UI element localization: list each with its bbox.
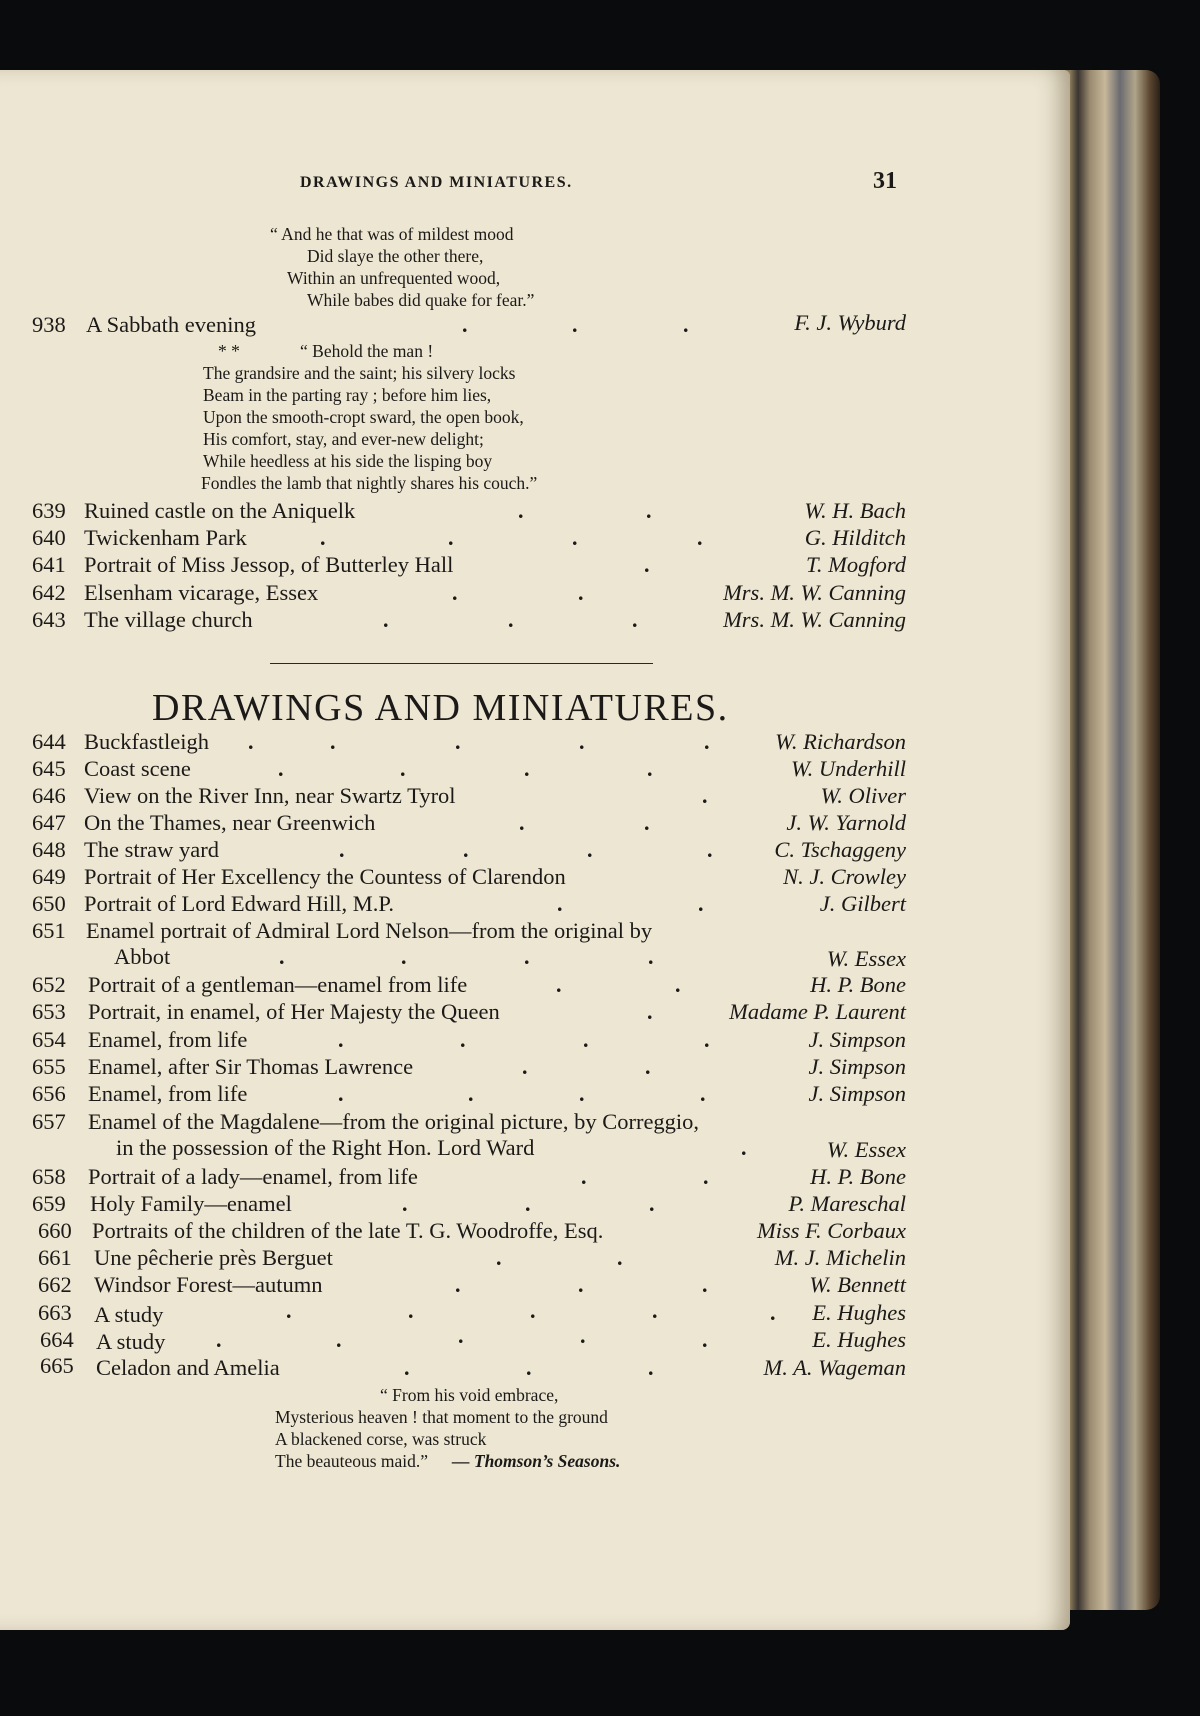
leader-dots: . <box>460 1027 466 1052</box>
leader-dots: . <box>704 1027 710 1052</box>
entry-title: A study <box>94 1302 164 1327</box>
verse-938-line: Upon the smooth-cropt sward, the open book, <box>203 407 524 427</box>
leader-dots: . <box>338 1081 344 1106</box>
leader-dots: . <box>248 729 254 754</box>
entry-title: On the Thames, near Greenwich <box>84 810 376 835</box>
entry-title: A Sabbath evening <box>86 312 256 337</box>
entry-title: Twickenham Park <box>84 525 247 550</box>
leader-dots: . <box>458 1323 464 1348</box>
leader-dots: . <box>338 1027 344 1052</box>
leader-dots: . <box>645 1054 651 1079</box>
entry-title-continuation: in the possession of the Right Hon. Lord Ward <box>116 1135 535 1160</box>
leader-dots: . <box>675 972 681 997</box>
entry-number: 649 <box>32 864 66 889</box>
entry-artist: J. Gilbert <box>819 891 906 916</box>
entry-artist: W. H. Bach <box>804 498 906 523</box>
verse-stars: * * <box>218 341 240 361</box>
entry-title: A study <box>96 1329 166 1354</box>
leader-dots: . <box>525 1191 531 1216</box>
verse-top-line: “ And he that was of mildest mood <box>270 224 514 244</box>
leader-dots: . <box>741 1135 747 1160</box>
leader-dots: . <box>698 891 704 916</box>
verse-938-line: The grandsire and the saint; his silvery locks <box>203 363 516 383</box>
entry-artist: Madame P. Laurent <box>729 999 906 1024</box>
entry-title: Portrait of Miss Jessop, of Butterley Hall <box>84 552 454 577</box>
section-title: DRAWINGS AND MINIATURES. <box>152 687 729 729</box>
entry-number: 662 <box>38 1272 72 1297</box>
entry-number: 642 <box>32 580 66 605</box>
entry-number: 646 <box>32 783 66 808</box>
entry-title: Ruined castle on the Aniquelk <box>84 498 356 523</box>
leader-dots: . <box>279 944 285 969</box>
leader-dots: . <box>652 1298 658 1323</box>
leader-dots: . <box>648 944 654 969</box>
leader-dots: . <box>522 1054 528 1079</box>
entry-number: 645 <box>32 756 66 781</box>
verse-938-line: While heedless at his side the lisping boy <box>203 451 493 471</box>
entry-title: Celadon and Amelia <box>96 1355 280 1380</box>
leader-dots: . <box>404 1355 410 1380</box>
entry-title: The village church <box>84 607 253 632</box>
leader-dots: . <box>683 312 689 337</box>
leader-dots: . <box>463 837 469 862</box>
entry-number: 644 <box>32 729 66 754</box>
leader-dots: . <box>617 1245 623 1270</box>
leader-dots: . <box>583 1027 589 1052</box>
verse-bottom-line: “ From his void embrace, <box>380 1385 559 1405</box>
leader-dots: . <box>320 525 326 550</box>
leader-dots: . <box>556 972 562 997</box>
leader-dots: . <box>530 1298 536 1323</box>
entry-artist: J. Simpson <box>808 1054 906 1079</box>
entry-title: Elsenham vicarage, Essex <box>84 580 319 605</box>
verse-bottom-line: A blackened corse, was struck <box>275 1429 487 1449</box>
leader-dots: . <box>468 1081 474 1106</box>
entry-artist: Miss F. Corbaux <box>757 1218 906 1243</box>
verse-bottom-line: Mysterious heaven ! that moment to the ground <box>275 1407 608 1427</box>
leader-dots: . <box>646 498 652 523</box>
entry-title: The straw yard <box>84 837 219 862</box>
entry-artist: T. Mogford <box>805 552 906 577</box>
leader-dots: . <box>518 498 524 523</box>
entry-artist: F. J. Wyburd <box>794 310 906 335</box>
verse-938-line: Fondles the lamb that nightly shares his couch.” <box>201 473 538 493</box>
leader-dots: . <box>587 837 593 862</box>
entry-title: Portrait of Her Excellency the Countess of Clarendon <box>84 864 566 889</box>
entry-number: 643 <box>32 607 66 632</box>
leader-dots: . <box>524 944 530 969</box>
entry-number: 659 <box>32 1191 66 1216</box>
leader-dots: . <box>647 756 653 781</box>
leader-dots: . <box>648 1355 654 1380</box>
entry-number: 651 <box>32 918 66 943</box>
entry-number: 653 <box>32 999 66 1024</box>
leader-dots: . <box>703 1164 709 1189</box>
leader-dots: . <box>455 729 461 754</box>
leader-dots: . <box>448 525 454 550</box>
entry-artist: J. Simpson <box>808 1081 906 1106</box>
entry-artist: H. P. Bone <box>810 1164 906 1189</box>
entry-artist: M. J. Michelin <box>774 1245 906 1270</box>
verse-938-line: “ Behold the man ! <box>300 341 434 361</box>
entry-number: 650 <box>32 891 66 916</box>
leader-dots: . <box>526 1355 532 1380</box>
leader-dots: . <box>519 810 525 835</box>
leader-dots: . <box>580 1323 586 1348</box>
leader-dots: . <box>508 607 514 632</box>
leader-dots: . <box>278 756 284 781</box>
entry-artist: E. Hughes <box>812 1300 906 1325</box>
verse-attribution: — Thomson’s Seasons. <box>452 1451 621 1471</box>
entry-artist: W. Oliver <box>820 783 906 808</box>
entry-artist: W. Essex <box>826 946 906 971</box>
entry-title: Portrait, in enamel, of Her Majesty the Queen <box>88 999 500 1024</box>
entry-title: View on the River Inn, near Swartz Tyrol <box>84 783 456 808</box>
leader-dots: . <box>579 729 585 754</box>
entry-artist: Mrs. M. W. Canning <box>723 580 906 605</box>
entry-title: Enamel, from life <box>88 1081 248 1106</box>
entry-number: 664 <box>40 1327 74 1352</box>
entry-title: Portrait of a lady—enamel, from life <box>88 1164 418 1189</box>
entry-number: 665 <box>40 1353 74 1378</box>
leader-dots: . <box>649 1191 655 1216</box>
section-divider <box>270 663 653 664</box>
entry-artist: G. Hilditch <box>804 525 906 550</box>
entry-title: Portraits of the children of the late T. G. Woodroffe, Esq. <box>92 1218 604 1243</box>
entry-artist: Mrs. M. W. Canning <box>723 607 906 632</box>
entry-artist: E. Hughes <box>812 1327 906 1352</box>
leader-dots: . <box>400 756 406 781</box>
leader-dots: . <box>336 1327 342 1352</box>
entry-artist: W. Essex <box>826 1137 906 1162</box>
entry-artist: M. A. Wageman <box>763 1355 906 1380</box>
entry-number: 661 <box>38 1245 72 1270</box>
entry-number: 640 <box>32 525 66 550</box>
leader-dots: . <box>644 552 650 577</box>
entry-artist: W. Bennett <box>809 1272 906 1297</box>
leader-dots: . <box>702 783 708 808</box>
leader-dots: . <box>401 944 407 969</box>
entry-title: Une pêcherie près Berguet <box>94 1245 333 1270</box>
verse-top-line: While babes did quake for fear.” <box>307 290 535 310</box>
entry-number: 658 <box>32 1164 66 1189</box>
leader-dots: . <box>578 580 584 605</box>
entry-artist: W. Richardson <box>775 729 906 754</box>
leader-dots: . <box>572 312 578 337</box>
entry-artist: J. W. Yarnold <box>786 810 906 835</box>
leader-dots: . <box>408 1298 414 1323</box>
leader-dots: . <box>700 1081 706 1106</box>
entry-title: Holy Family—enamel <box>90 1191 292 1216</box>
leader-dots: . <box>462 312 468 337</box>
leader-dots: . <box>524 756 530 781</box>
entry-title: Portrait of a gentleman—enamel from life <box>88 972 468 997</box>
entry-number: 652 <box>32 972 66 997</box>
entry-number: 639 <box>32 498 66 523</box>
leader-dots: . <box>581 1164 587 1189</box>
entry-artist: N. J. Crowley <box>783 864 906 889</box>
leader-dots: . <box>330 729 336 754</box>
page-number: 31 <box>873 168 897 194</box>
leader-dots: . <box>770 1300 776 1325</box>
entry-title: Enamel, from life <box>88 1027 248 1052</box>
entry-title-continuation: Abbot <box>114 944 171 969</box>
entry-artist: W. Underhill <box>790 756 906 781</box>
entry-artist: C. Tschaggeny <box>774 837 906 862</box>
leader-dots: . <box>704 729 710 754</box>
leader-dots: . <box>702 1272 708 1297</box>
entry-number: 655 <box>32 1054 66 1079</box>
verse-938-line: Beam in the parting ray ; before him lies, <box>203 385 492 405</box>
entry-number: 660 <box>38 1218 72 1243</box>
entry-number: 654 <box>32 1027 66 1052</box>
verse-top-line: Did slaye the other there, <box>307 246 484 266</box>
verse-938-line: His comfort, stay, and ever-new delight; <box>203 429 484 449</box>
entry-title: Enamel of the Magdalene—from the original picture, by Correggio, <box>88 1109 700 1134</box>
entry-title: Windsor Forest—autumn <box>94 1272 323 1297</box>
leader-dots: . <box>402 1191 408 1216</box>
verse-bottom-line: The beauteous maid.” <box>275 1451 429 1471</box>
leader-dots: . <box>383 607 389 632</box>
entry-number: 641 <box>32 552 66 577</box>
leader-dots: . <box>632 607 638 632</box>
entry-title: Enamel, after Sir Thomas Lawrence <box>88 1054 414 1079</box>
leader-dots: . <box>496 1245 502 1270</box>
entry-artist: P. Mareschal <box>788 1191 906 1216</box>
leader-dots: . <box>578 1272 584 1297</box>
leader-dots: . <box>702 1327 708 1352</box>
verse-top-line: Within an unfrequented wood, <box>287 268 501 288</box>
leader-dots: . <box>572 525 578 550</box>
entry-number: 648 <box>32 837 66 862</box>
leader-dots: . <box>339 837 345 862</box>
leader-dots: . <box>644 810 650 835</box>
entry-number: 938 <box>32 312 66 337</box>
leader-dots: . <box>579 1081 585 1106</box>
leader-dots: . <box>452 580 458 605</box>
leader-dots: . <box>707 837 713 862</box>
entry-number: 657 <box>32 1109 66 1134</box>
running-head: DRAWINGS AND MINIATURES. <box>300 174 573 191</box>
leader-dots: . <box>697 525 703 550</box>
entry-number: 656 <box>32 1081 66 1106</box>
leader-dots: . <box>286 1298 292 1323</box>
leader-dots: . <box>647 999 653 1024</box>
entry-title: Buckfastleigh <box>84 729 209 754</box>
entry-title: Enamel portrait of Admiral Lord Nelson—from the original by <box>86 918 653 943</box>
entry-artist: J. Simpson <box>808 1027 906 1052</box>
entry-number: 663 <box>38 1300 72 1325</box>
leader-dots: . <box>455 1272 461 1297</box>
entry-number: 647 <box>32 810 66 835</box>
leader-dots: . <box>216 1327 222 1352</box>
entry-title: Coast scene <box>84 756 191 781</box>
entry-title: Portrait of Lord Edward Hill, M.P. <box>84 891 394 916</box>
book-edge <box>1060 70 1160 1610</box>
entry-artist: H. P. Bone <box>810 972 906 997</box>
leader-dots: . <box>557 891 563 916</box>
